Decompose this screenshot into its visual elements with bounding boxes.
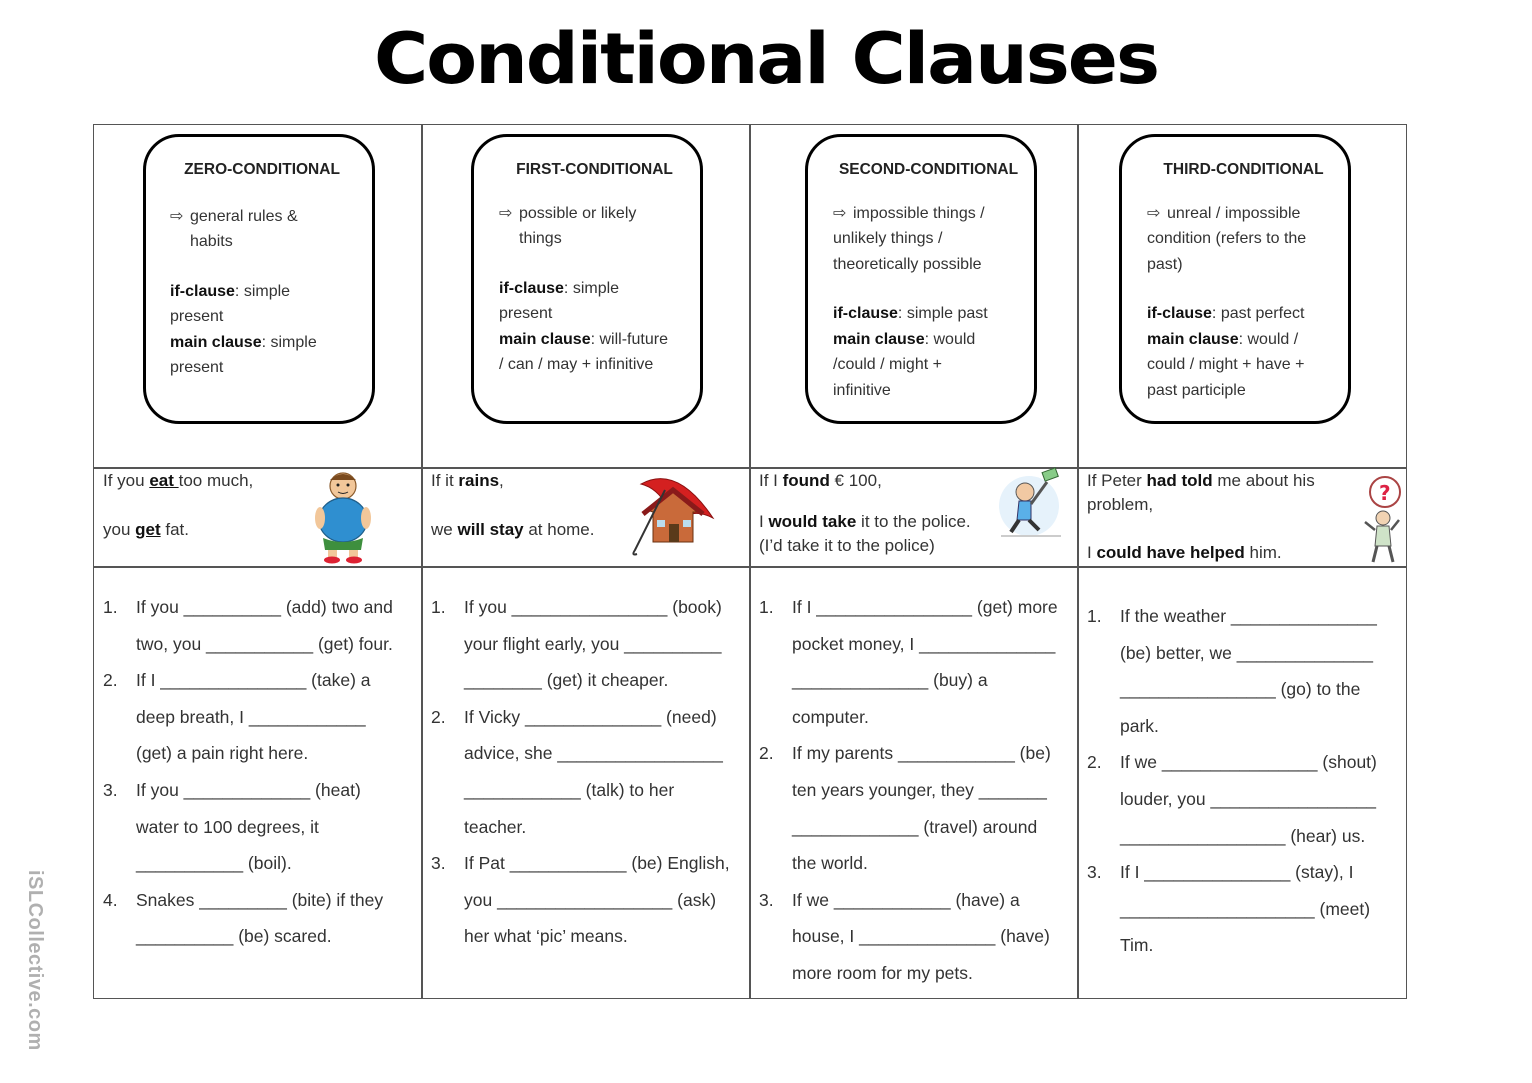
exercise-number: [759, 699, 792, 736]
exercise-number: [103, 918, 136, 955]
if-clause-label: if-clause: [170, 282, 235, 300]
card-title: SECOND-CONDITIONAL: [838, 161, 1019, 178]
svg-text:?: ?: [1379, 481, 1391, 505]
exercise-text: her what ‘pic’ means.: [464, 926, 628, 947]
exercise-line: [103, 809, 393, 846]
exercise-text: more room for my pets.: [792, 962, 973, 983]
arrow-icon: ⇨: [499, 204, 513, 222]
exercise-text: water to 100 degrees, it: [136, 816, 319, 837]
exercise-line: [103, 662, 393, 699]
exercise-text: louder, you _________________: [1120, 788, 1376, 809]
exercise-number: 1.: [103, 597, 118, 617]
exercise-number: [1087, 891, 1120, 928]
exercise-line: [431, 845, 730, 882]
arrow-icon: ⇨: [170, 207, 184, 225]
exercise-number: 3.: [431, 853, 446, 874]
exercise-number: [103, 845, 136, 882]
exercise-number: [1087, 927, 1120, 964]
exercise-text: ________ (get) it cheaper.: [464, 670, 669, 691]
exercise-line: [759, 918, 1058, 955]
exercise-line: [1087, 598, 1377, 635]
exercise-line: [759, 735, 1058, 772]
exercise-text: If we ________________ (shout): [1120, 752, 1377, 773]
exercise-number: [103, 809, 136, 846]
exercise-line: [431, 662, 730, 699]
exercise-line: [759, 882, 1058, 919]
exercise-line: [431, 589, 730, 626]
exercise-text: If Vicky ______________ (need): [464, 706, 717, 727]
column-divider: [1077, 125, 1079, 998]
exercise-number: [431, 809, 464, 846]
exercise-number: [759, 772, 792, 809]
exercise-text: If I _______________ (take) a: [136, 670, 371, 691]
exercise-text: If we ____________ (have) a: [792, 889, 1020, 910]
exercise-line: [759, 809, 1058, 846]
exercise-line: [759, 955, 1058, 992]
if-clause-label: if-clause: [499, 279, 564, 297]
arrow-icon: ⇨: [833, 204, 847, 222]
exercise-line: [431, 772, 730, 809]
exercise-number: [759, 809, 792, 846]
exercise-text: your flight early, you __________: [464, 633, 722, 654]
exercise-text: _____________ (travel) around: [792, 816, 1038, 837]
first-conditional-card: FIRST-CONDITIONAL ⇨ possible or likely things if-clause: simple present main clause: will-future / can / may + infinitive: [471, 134, 703, 424]
exercise-number: 3.: [759, 889, 774, 910]
fat-boy-icon: [313, 468, 373, 564]
exercise-line: [759, 662, 1058, 699]
exercise-line: [431, 918, 730, 955]
example-second: If I found € 100, I would take it to the police. (I’d take it to the police): [759, 471, 971, 555]
if-clause-label: if-clause: [1147, 305, 1212, 322]
umbrella-house-icon: [627, 470, 717, 558]
exercise-number: [431, 662, 464, 699]
exercise-text: (be) better, we ______________: [1120, 642, 1373, 663]
exercise-text: two, you ___________ (get) four.: [136, 633, 393, 654]
exercise-text: Snakes _________ (bite) if they: [136, 889, 384, 910]
exercise-text: If the weather _______________: [1120, 606, 1377, 626]
exercise-number: 1.: [759, 597, 774, 617]
main-clause-label: main clause: [499, 330, 591, 348]
card-title: THIRD-CONDITIONAL: [1163, 161, 1324, 178]
exercise-text: If you __________ (add) two and: [136, 597, 393, 617]
page-title: Conditional Clauses: [373, 18, 1159, 100]
exercise-number: [759, 955, 792, 992]
exercise-number: [1087, 708, 1120, 745]
exercise-number: [759, 845, 792, 882]
if-clause-label: if-clause: [833, 305, 898, 322]
exercise-line: [103, 845, 393, 882]
exercise-text: house, I ______________ (have): [792, 926, 1050, 947]
zero-conditional-card: ZERO-CONDITIONAL ⇨ general rules & habits if-clause: simple present main clause: simple present: [143, 134, 375, 424]
second-conditional-card: SECOND-CONDITIONAL ⇨ impossible things / unlikely things / theoretically possible if-clause: simple past main clause: would /could / might + infinitive: [805, 134, 1037, 424]
row-divider: [94, 566, 1406, 568]
exercise-line: [759, 699, 1058, 736]
exercise-number: 1.: [1087, 606, 1102, 626]
exercise-line: [103, 918, 393, 955]
exercise-text: If you _____________ (heat): [136, 779, 361, 800]
card-desc: habits: [190, 233, 233, 250]
exercise-number: [103, 626, 136, 663]
exercise-text: __________ (be) scared.: [136, 926, 332, 947]
example-first: If it rains, we will stay at home.: [431, 471, 595, 539]
exercise-number: [759, 662, 792, 699]
exercise-number: [431, 918, 464, 955]
exercise-line: [431, 735, 730, 772]
exercise-text: ________________ (go) to the: [1120, 679, 1361, 700]
exercise-text: If I ________________ (get) more: [792, 597, 1058, 617]
exercise-number: [103, 699, 136, 736]
exercise-list-third: [1087, 598, 1377, 964]
card-title: ZERO-CONDITIONAL: [184, 161, 340, 178]
exercise-line: [431, 809, 730, 846]
exercise-number: [431, 882, 464, 919]
exercise-number: [1087, 818, 1120, 855]
exercise-list-second: [759, 589, 1058, 992]
exercise-line: [1087, 781, 1377, 818]
exercise-number: 3.: [1087, 862, 1102, 883]
exercise-number: [1087, 635, 1120, 672]
exercise-line: [759, 626, 1058, 663]
card-title: FIRST-CONDITIONAL: [516, 161, 673, 178]
exercise-list-first: [431, 589, 730, 955]
exercise-number: 3.: [103, 779, 118, 800]
exercise-number: 2.: [431, 706, 446, 727]
column-divider: [421, 125, 423, 998]
exercise-line: [103, 589, 393, 626]
exercise-line: [759, 589, 1058, 626]
exercise-text: ____________________ (meet): [1120, 898, 1371, 919]
exercise-line: [431, 626, 730, 663]
exercise-text: park.: [1120, 715, 1159, 736]
exercise-line: [1087, 891, 1377, 928]
exercise-text: Tim.: [1120, 935, 1154, 956]
exercise-number: [103, 735, 136, 772]
main-clause-label: main clause: [833, 330, 925, 348]
exercise-text: ___________ (boil).: [136, 853, 292, 874]
exercise-text: If my parents ____________ (be): [792, 743, 1051, 764]
card-desc: condition (refers to the: [1147, 230, 1307, 247]
exercise-text: deep breath, I ____________: [136, 706, 366, 727]
exercise-number: 4.: [103, 889, 118, 910]
exercise-line: [103, 735, 393, 772]
card-desc: possible or likely: [519, 204, 637, 222]
exercise-text: _________________ (hear) us.: [1120, 825, 1366, 846]
exercise-number: 1.: [431, 597, 446, 617]
exercise-number: 2.: [103, 670, 118, 691]
exercise-line: [103, 772, 393, 809]
exercise-text: If I _______________ (stay), I: [1120, 862, 1354, 883]
example-zero: If you eat too much, you get fat.: [103, 471, 254, 539]
column-divider: [749, 125, 751, 998]
card-desc: past): [1147, 255, 1183, 273]
exercise-line: [759, 772, 1058, 809]
third-conditional-card: THIRD-CONDITIONAL ⇨ unreal / impossible condition (refers to the past) if-clause: past perfect main clause: would / could / might + have + past participle: [1119, 134, 1351, 424]
exercise-line: [1087, 744, 1377, 781]
card-desc: impossible things /: [853, 204, 985, 222]
card-desc: unlikely things /: [833, 230, 943, 247]
exercise-line: [1087, 854, 1377, 891]
exercise-line: [1087, 671, 1377, 708]
exercise-text: you __________________ (ask): [464, 889, 717, 910]
exercise-number: [1087, 781, 1120, 818]
exercise-text: If Pat ____________ (be) English,: [464, 853, 730, 874]
man-with-money-icon: [995, 462, 1065, 540]
card-desc: unreal / impossible: [1167, 204, 1301, 222]
exercise-line: [1087, 635, 1377, 672]
exercise-number: [759, 626, 792, 663]
exercise-text: teacher.: [464, 816, 527, 837]
card-desc: things: [519, 230, 562, 247]
exercise-number: 2.: [759, 743, 774, 764]
exercise-number: [431, 772, 464, 809]
exercise-line: [103, 626, 393, 663]
exercise-text: pocket money, I ______________: [792, 633, 1056, 654]
card-desc: general rules &: [190, 207, 298, 225]
main-clause-label: main clause: [170, 333, 262, 351]
exercise-text: ______________ (buy) a: [792, 670, 988, 691]
exercise-number: 2.: [1087, 752, 1102, 773]
exercise-number: [1087, 671, 1120, 708]
arrow-icon: ⇨: [1147, 204, 1161, 222]
watermark: iSLCollective.com: [24, 870, 46, 1051]
exercise-text: advice, she _________________: [464, 743, 723, 764]
main-clause-label: main clause: [1147, 330, 1239, 348]
exercise-line: [1087, 708, 1377, 745]
exercise-line: [103, 699, 393, 736]
exercise-line: [103, 882, 393, 919]
confused-man-icon: [1359, 474, 1409, 566]
exercise-text: If you ________________ (book): [464, 597, 722, 617]
exercise-line: [431, 699, 730, 736]
exercise-number: [759, 918, 792, 955]
exercise-text: ____________ (talk) to her: [464, 779, 675, 800]
exercise-text: computer.: [792, 706, 869, 727]
exercise-line: [431, 882, 730, 919]
exercise-line: [1087, 927, 1377, 964]
exercise-text: (get) a pain right here.: [136, 743, 309, 764]
exercise-text: the world.: [792, 853, 868, 874]
example-third: If Peter had told me about his problem, I could have helped him.: [1087, 471, 1315, 562]
card-desc: theoretically possible: [833, 255, 982, 273]
exercise-line: [1087, 818, 1377, 855]
exercise-text: ten years younger, they _______: [792, 779, 1047, 800]
exercise-number: [431, 626, 464, 663]
exercise-list-zero: [103, 589, 393, 955]
exercise-line: [759, 845, 1058, 882]
exercise-number: [431, 735, 464, 772]
